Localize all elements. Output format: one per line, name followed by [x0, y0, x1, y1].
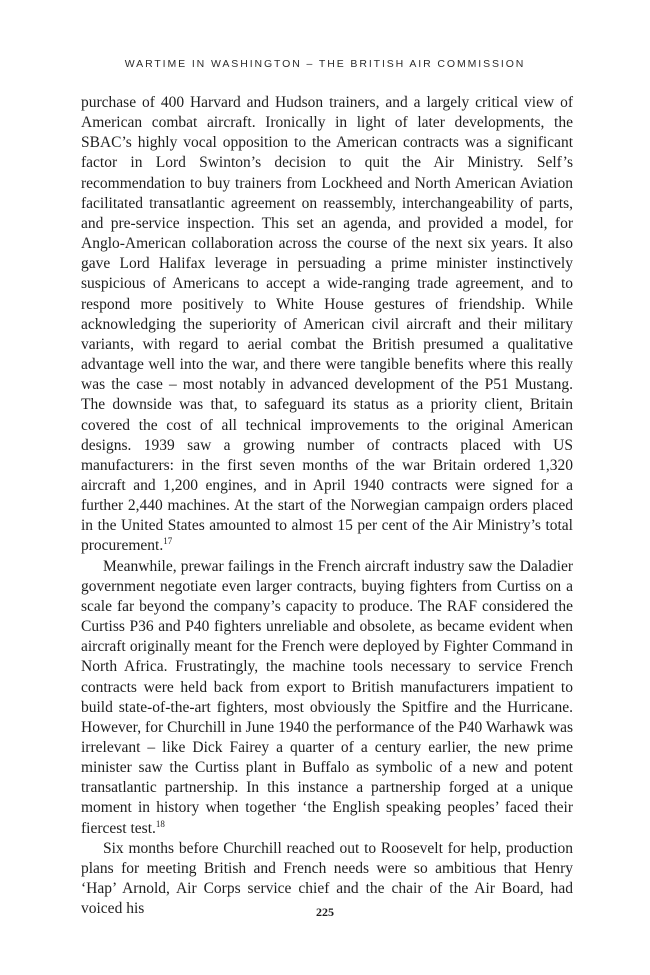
paragraph-1-text: purchase of 400 Harvard and Hudson trainers, and a largely critical view of American combat aircraft. Ironically in light of later developments, the SBAC’s highly vocal opposition to the American contracts was a significant factor in Lord Swinton’s decision to quit the Air Ministry. Self’s recommendation to buy trainers from Lockheed and North American Aviation facilitated transatlantic agreement on reassembly, interchangeability of parts, and pre-service inspection. This set an agenda, and provided a model, for Anglo-American collaboration across the course of the next six years. It also gave Lord Halifax leverage in persuading a prime minister instinctively suspicious of Americans to accept a wide-ranging trade agreement, and to respond more positively to White House gestures of friendship. While acknowledging the superiority of American civil aircraft and their military variants, with regard to aerial combat the British presumed a qualitative advantage well into the war, and there were tangible benefits where this really was the case – most notably in advanced development of the P51 Mustang. The downside was that, to safeguard its status as a priority client, Britain covered the cost of all technical improvements to the original American designs. 1939 saw a growing number of contracts placed with US manufacturers: in the first seven months of the war Britain ordered 1,320 aircraft and 1,200 engines, and in April 1940 contracts were signed for a further 2,440 machines. At the start of the Norwegian campaign orders placed in the United States amounted to almost 15 per cent of the Air Ministry’s total procurement.	[81, 94, 573, 555]
paragraph-1	[81, 93, 573, 557]
paragraph-2-text: Meanwhile, prewar failings in the French aircraft industry saw the Daladier government negotiate even larger contracts, buying fighters from Curtiss on a scale far beyond the company’s capacity to produce. The RAF considered the Curtiss P36 and P40 fighters unreliable and obsolete, as became evident when aircraft originally meant for the French were deployed by Fighter Command in North Africa. Frustratingly, the machine tools necessary to service French contracts were held back from export to British manufacturers impatient to build state-of-the-art fighters, most obviously the Spitfire and the Hurricane. However, for Churchill in June 1940 the performance of the P40 Warhawk was irrelevant – like Dick Fairey a quarter of a century earlier, the new prime minister saw the Curtiss plant in Buffalo as symbolic of a new and potent transatlantic partnership. In this instance a partnership forged at a unique moment in history when together ‘the English speaking peoples’ faced their fiercest test.	[81, 557, 573, 837]
running-head: WARTIME IN WASHINGTON – THE BRITISH AIR COMMISSION	[124, 58, 526, 70]
body-text	[81, 93, 573, 919]
page-number: 225	[316, 905, 334, 919]
footnote-ref-17[interactable]: 17	[163, 536, 173, 547]
footnote-ref-18[interactable]: 18	[155, 818, 165, 829]
paragraph-2	[81, 557, 573, 839]
paragraph-3-text: Six months before Churchill reached out to Roosevelt for help, production plans for meeting British and French needs were so ambitious that Henry ‘Hap’ Arnold, Air Corps service chief and the chair of the Air Board, had voiced his	[81, 839, 573, 918]
